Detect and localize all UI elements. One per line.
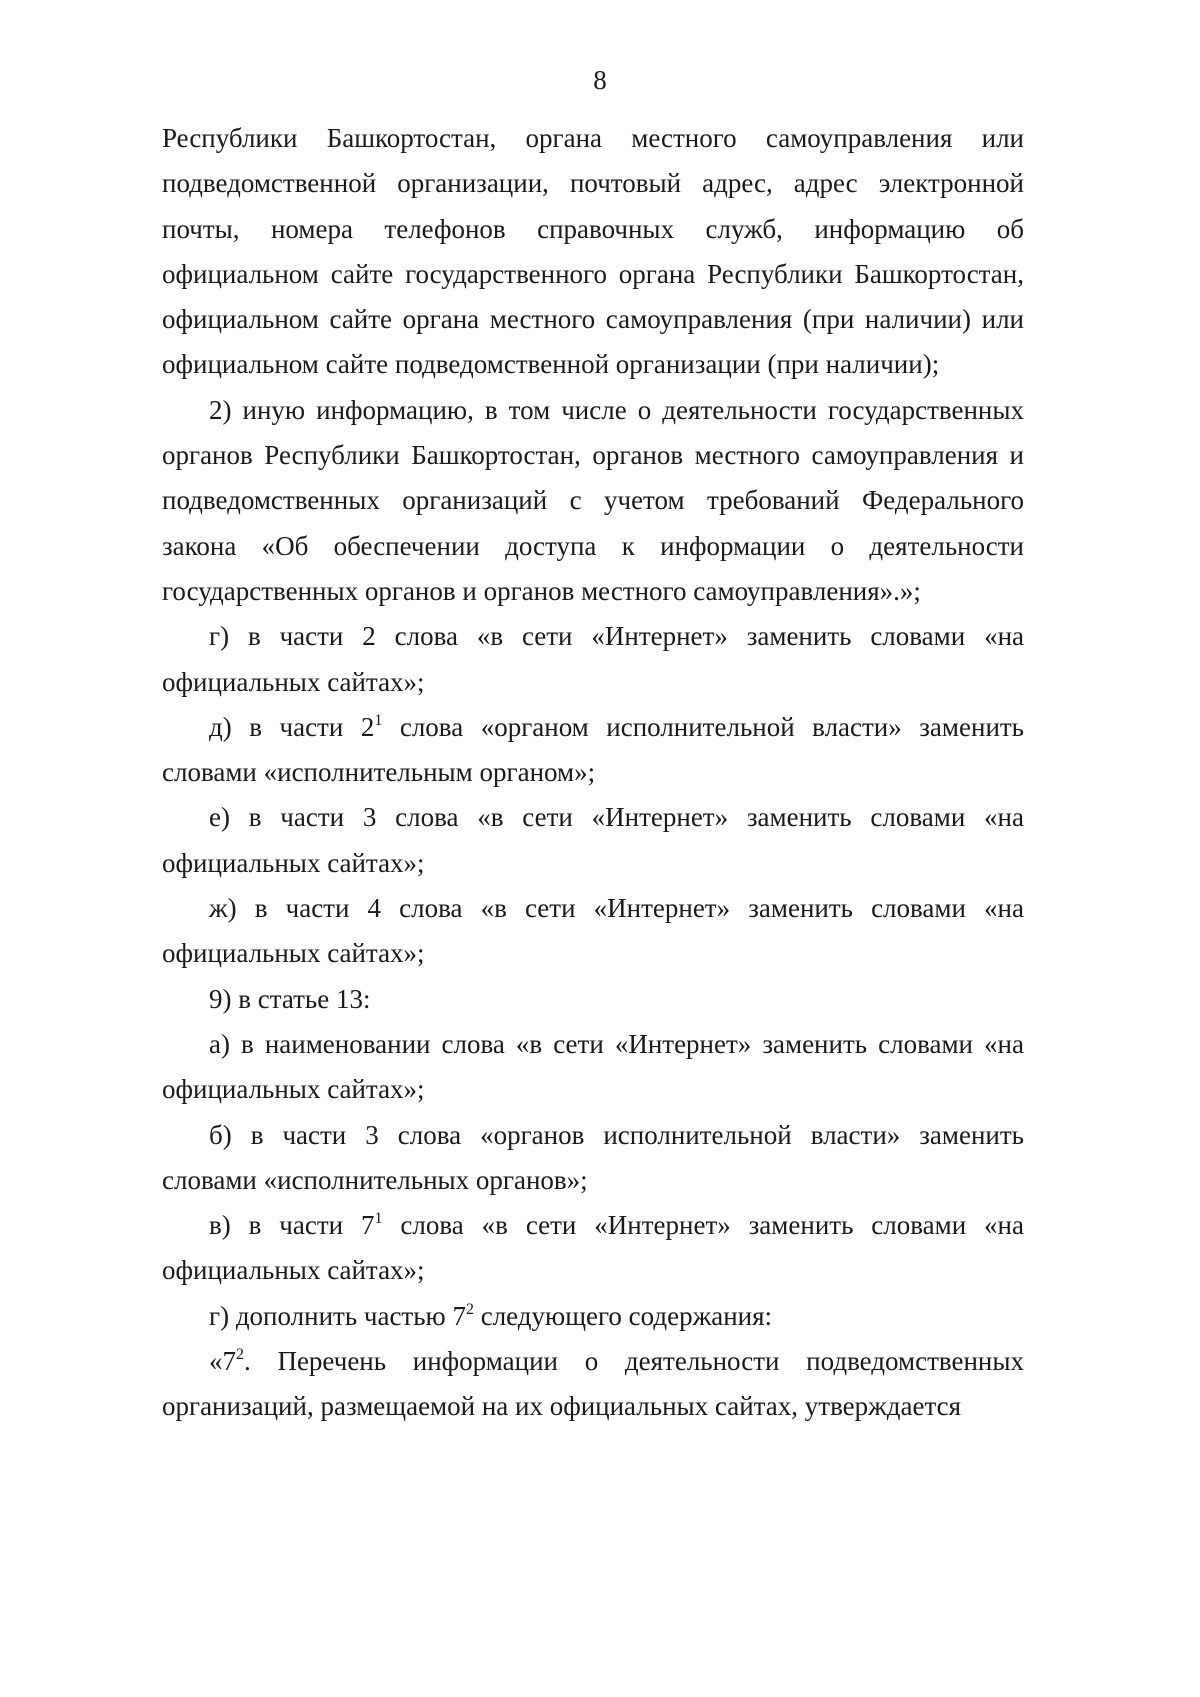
- superscript: 2: [465, 1300, 474, 1318]
- paragraph-text: слова «органом исполнительной власти» заменить словами «исполнительным органом»;: [162, 711, 1024, 788]
- paragraph-text: слова «в сети «Интернет» заменить словами «на официальных сайтах»;: [162, 1210, 1024, 1286]
- superscript: 1: [374, 1210, 383, 1228]
- paragraph-text: г) дополнить частью 7: [209, 1300, 466, 1331]
- paragraph-item-a: а) в наименовании слова «в сети «Интернет» заменить словами «на официальных сайтах»;: [162, 1028, 1024, 1105]
- paragraph-text: д) в части 2: [209, 711, 375, 742]
- superscript: 2: [236, 1346, 244, 1364]
- paragraph-item-v: [162, 1203, 1024, 1294]
- paragraph-item-e: е) в части 3 слова «в сети «Интернет» заменить словами «на официальных сайтах»;: [162, 802, 1024, 878]
- superscript: 1: [374, 711, 383, 729]
- paragraph-item-b: б) в части 3 слова «органов исполнительной власти» заменить словами «исполнительных органов»;: [162, 1119, 1024, 1195]
- paragraph-item-g2: [162, 1294, 1024, 1339]
- paragraph-text: следующего содержания:: [473, 1300, 773, 1331]
- paragraph-text: «7: [209, 1346, 236, 1377]
- paragraph-item-9: 9) в статье 13:: [209, 983, 371, 1014]
- page-number: 8: [593, 65, 607, 95]
- paragraph-item-g: г) в части 2 слова «в сети «Интернет» заменить словами «на официальных сайтах»;: [162, 621, 1024, 697]
- paragraph-continuation: Республики Башкортостан, органа местного самоуправления или подведомственной организации, почтовый адрес, адрес электронной почты, номера телефонов справочных служб, информацию об официальном сайте государственного органа Республики Башкортостан, официальном сайте органа местного самоуправления (при наличии) или официальном сайте подведомственной организации (при наличии);: [162, 123, 1024, 380]
- paragraph-text: . Перечень информации о деятельности подведомственных организаций, размещаемой на их официальных сайтах, утверждается: [162, 1346, 1024, 1422]
- document-body: [162, 116, 1024, 1430]
- paragraph-item-zh: ж) в части 4 слова «в сети «Интернет» заменить словами «на официальных сайтах»;: [162, 893, 1024, 969]
- paragraph-item-2: 2) иную информацию, в том числе о деятельности государственных органов Республики Башкортостан, органов местного самоуправления и подведомственных организаций с учетом требований Федерального закона «Об обеспечении доступа к информации о деятельности государственных органов и органов местного самоуправления».»;: [162, 394, 1024, 606]
- paragraph-quote-7-2: [162, 1339, 1024, 1430]
- paragraph-text: в) в части 7: [209, 1210, 375, 1241]
- paragraph-item-d: [162, 705, 1024, 796]
